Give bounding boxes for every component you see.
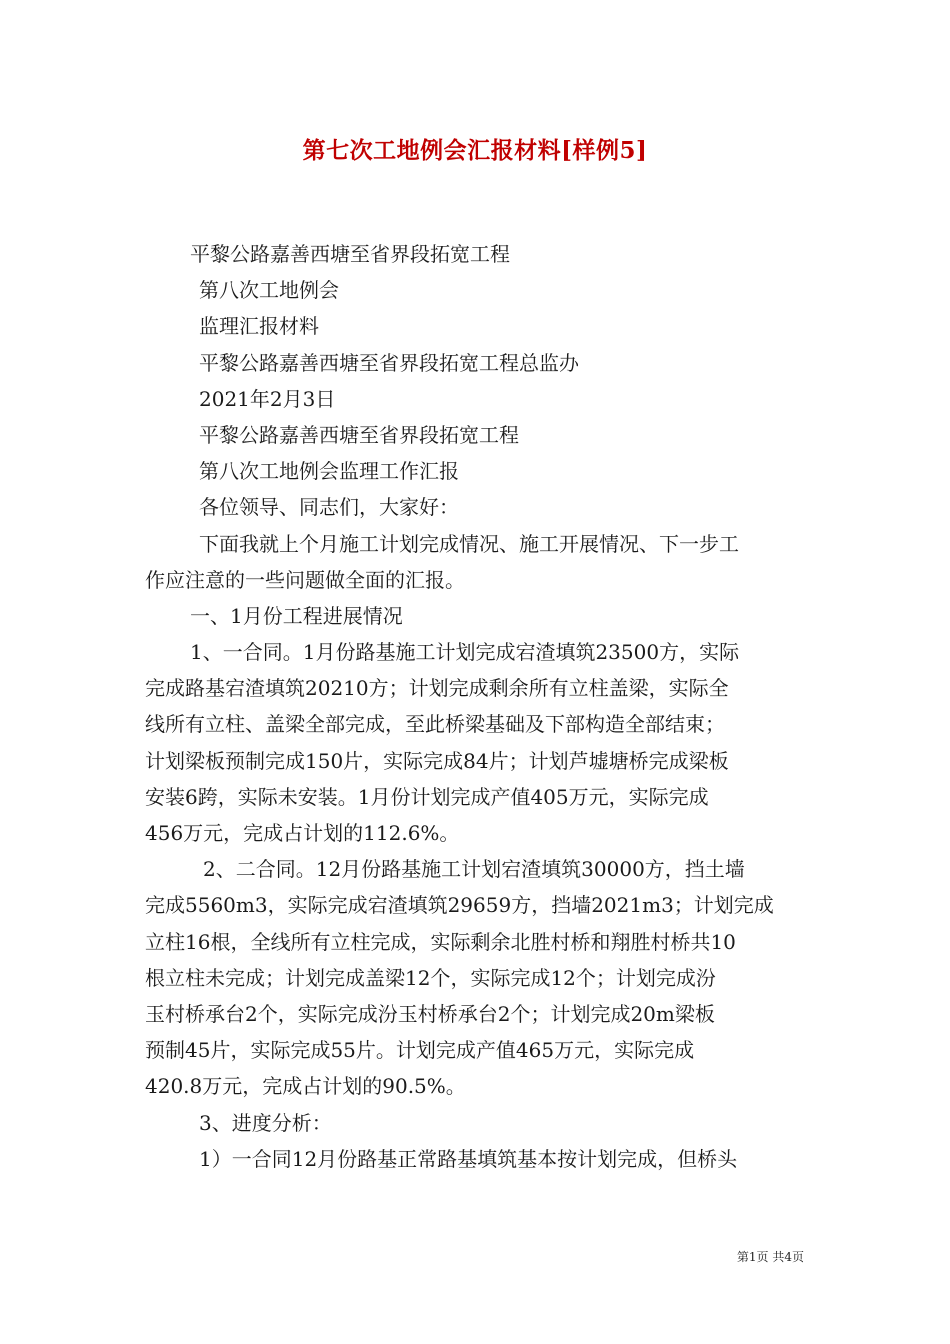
paragraph-line: 平黎公路嘉善西塘至省界段拓宽工程	[199, 422, 519, 447]
paragraph-line: 2021年2月3日	[199, 386, 336, 411]
paragraph-line: 456万元，完成占计划的112.6%。	[145, 821, 460, 845]
document-body	[145, 236, 810, 1177]
paragraph-line: 玉村桥承台2个，实际完成汾玉村桥承台2个；计划完成20m梁板	[145, 1001, 715, 1026]
page-number: 第1页 共4页	[736, 1250, 804, 1264]
paragraph-line: 预制45片，实际完成55片。计划完成产值465万元，实际完成	[145, 1038, 695, 1063]
paragraph-line: 完成5560m3，实际完成宕渣填筑29659方，挡墙2021m3；计划完成	[145, 893, 774, 918]
paragraph-line: 1）一合同12月份路基正常路基填筑基本按计划完成，但桥头	[199, 1146, 738, 1171]
paragraph-line: 监理汇报材料	[199, 314, 319, 339]
paragraph-line: 平黎公路嘉善西塘至省界段拓宽工程总监办	[199, 350, 579, 375]
paragraph-line: 作应注意的一些问题做全面的汇报。	[145, 567, 465, 592]
paragraph-line: 1、一合同。1月份路基施工计划完成宕渣填筑23500方，实际	[190, 640, 740, 665]
paragraph-line: 平黎公路嘉善西塘至省界段拓宽工程	[190, 242, 510, 266]
paragraph-line: 420.8万元，完成占计划的90.5%。	[145, 1074, 466, 1099]
paragraph-line: 下面我就上个月施工计划完成情况、施工开展情况、下一步工	[199, 531, 739, 556]
paragraph-line: 完成路基宕渣填筑20210方；计划完成剩余所有立柱盖梁，实际全	[145, 676, 729, 701]
paragraph-line: 根立柱未完成；计划完成盖梁12个，实际完成12个；计划完成汾	[145, 965, 716, 990]
paragraph-line: 第八次工地例会	[199, 278, 339, 303]
section-heading: 一、1月份工程进展情况	[190, 603, 403, 628]
paragraph-line: 各位领导、同志们，大家好：	[199, 495, 459, 520]
paragraph-line: 计划梁板预制完成150片，实际完成84片；计划芦墟塘桥完成梁板	[145, 748, 729, 773]
paragraph-line: 2、二合同。12月份路基施工计划宕渣填筑30000方，挡土墙	[203, 857, 745, 882]
section-heading: 3、进度分析：	[199, 1110, 332, 1135]
paragraph-line: 第八次工地例会监理工作汇报	[199, 459, 459, 484]
paragraph-line: 立柱16根，全线所有立柱完成，实际剩余北胜村桥和翔胜村桥共10	[145, 929, 736, 954]
paragraph-line: 线所有立柱、盖梁全部完成，至此桥梁基础及下部构造全部结束；	[145, 712, 725, 737]
document-title: 第七次工地例会汇报材料[样例5]	[302, 137, 648, 164]
paragraph-line: 安装6跨，实际未安装。1月份计划完成产值405万元，实际完成	[145, 784, 709, 809]
